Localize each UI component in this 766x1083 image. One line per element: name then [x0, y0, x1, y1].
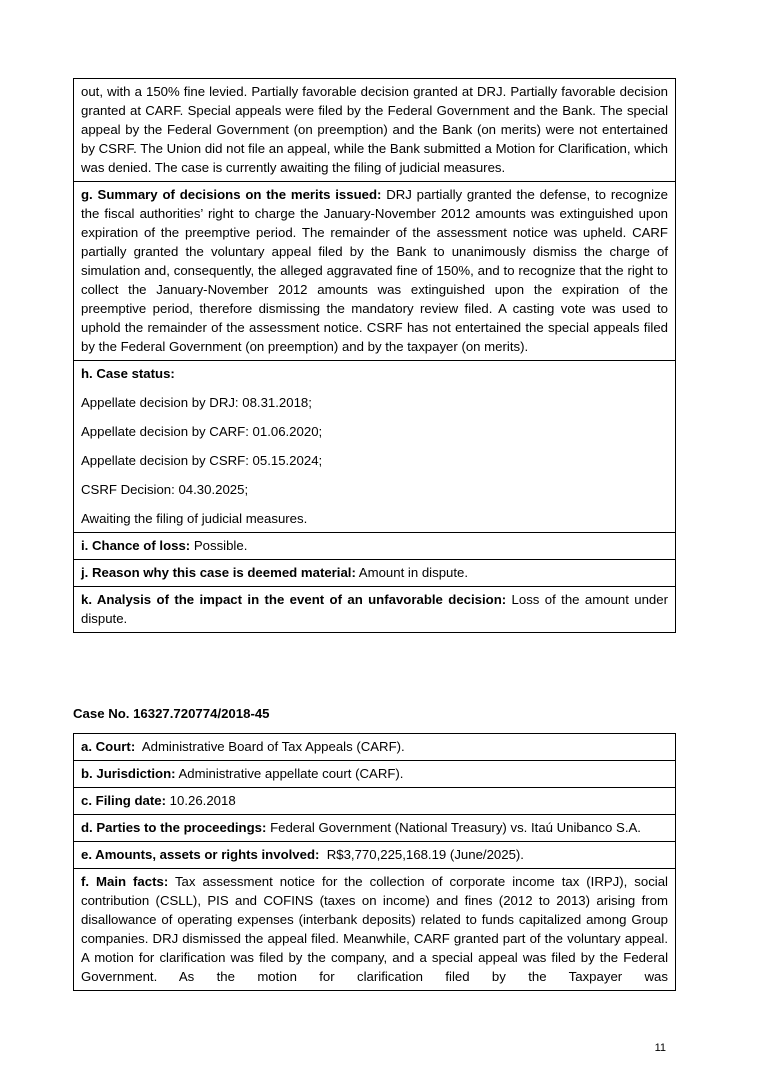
case-status-line: Awaiting the filing of judicial measures. [81, 511, 308, 526]
main-facts-text: Tax assessment notice for the collection of corporate income tax (IRPJ), social contribution (CSLL), PIS and COFINS (taxes on income) and fines (2012 to 2013) arising from disallowance of operating expenses (interbank deposits) related to funds capitalized among Group companies. DRJ dismissed the appeal filed. Meanwhile, CARF granted part of the voluntary appeal. A motion for clarification was filed by the company, and a special appeal was filed by the Federal Government. As the motion for clarification filed by the Taxpayer was [81, 874, 668, 984]
main-facts-label: f. Main facts: [81, 874, 169, 889]
case-status-line: CSRF Decision: 04.30.2025; [81, 482, 249, 497]
amounts-involved-cell [74, 841, 675, 868]
summary-of-decisions-cell [74, 181, 675, 360]
court-cell [74, 734, 675, 760]
materiality-reason-value: Amount in dispute. [355, 565, 469, 580]
court-label: a. Court: [81, 739, 136, 754]
case-status-line: Appellate decision by CARF: 01.06.2020; [81, 424, 323, 439]
parties-cell [74, 814, 675, 841]
court-value: Administrative Board of Tax Appeals (CARF). [135, 739, 405, 754]
case-status-line: Appellate decision by CSRF: 05.15.2024; [81, 453, 323, 468]
main-facts-cell [74, 868, 675, 990]
materiality-reason-label: j. Reason why this case is deemed material: [81, 565, 356, 580]
case-status-label: h. Case status: [81, 366, 175, 381]
parties-value: Federal Government (National Treasury) vs. Itaú Unibanco S.A. [266, 820, 641, 835]
summary-of-decisions-text: DRJ partially granted the defense, to recognize the fiscal authorities’ right to charge the January-November 2012 amounts was extinguished upon expiration of the preemptive period. The remainder of the assessment notice was upheld. CARF partially granted the voluntary appeal filed by the Bank to unanimously dismiss the charge of simulation and, consequently, the alleged aggravated fine of 150%, and to recognize that the right to collect the January-November 2012 amounts was extinguished upon the expiration of the preemptive period, therefore dismissing the mandatory review filed. A casting vote was used to uphold the remainder of the assessment notice. CSRF has not entertained the special appeals filed by the Federal Government (on preemption) and by the taxpayer (on merits). [81, 187, 668, 354]
case-number-heading: Case No. 16327.720774/2018-45 [73, 706, 270, 721]
materiality-reason-cell [74, 559, 675, 586]
case-status-cell [74, 360, 675, 532]
impact-analysis-cell [74, 586, 675, 632]
amounts-involved-value: R$3,770,225,168.19 (June/2025). [319, 847, 524, 862]
summary-of-decisions-label: g. Summary of decisions on the merits issued: [81, 187, 382, 202]
chance-of-loss-value: Possible. [190, 538, 248, 553]
chance-of-loss-label: i. Chance of loss: [81, 538, 191, 553]
impact-analysis-label: k. Analysis of the impact in the event of an unfavorable decision: [81, 592, 507, 607]
jurisdiction-value: Administrative appellate court (CARF). [175, 766, 404, 781]
main-facts-continuation-text: out, with a 150% fine levied. Partially favorable decision granted at DRJ. Partially favorable decision granted at CARF. Special appeals were filed by the Federal Government and the Bank. The special appeal by the Federal Government (on preemption) and the Bank (on merits) were not entertained by CSRF. The Union did not file an appeal, while the Bank submitted a Motion for Clarification, which was denied. The case is currently awaiting the filing of judicial measures. [81, 84, 668, 175]
page-number: 11 [654, 1042, 666, 1054]
impact-analysis-value: Loss of the amount under dispute. [81, 592, 668, 626]
parties-label: d. Parties to the proceedings: [81, 820, 267, 835]
amounts-involved-label: e. Amounts, assets or rights involved: [81, 847, 320, 862]
case-details-table [73, 733, 676, 991]
filing-date-label: c. Filing date: [81, 793, 166, 808]
filing-date-cell [74, 787, 675, 814]
main-facts-continuation-cell [74, 79, 675, 181]
case-details-table-continued [73, 78, 676, 633]
filing-date-value: 10.26.2018 [166, 793, 236, 808]
jurisdiction-cell [74, 760, 675, 787]
case-status-line: Appellate decision by DRJ: 08.31.2018; [81, 395, 312, 410]
chance-of-loss-cell [74, 532, 675, 559]
jurisdiction-label: b. Jurisdiction: [81, 766, 176, 781]
